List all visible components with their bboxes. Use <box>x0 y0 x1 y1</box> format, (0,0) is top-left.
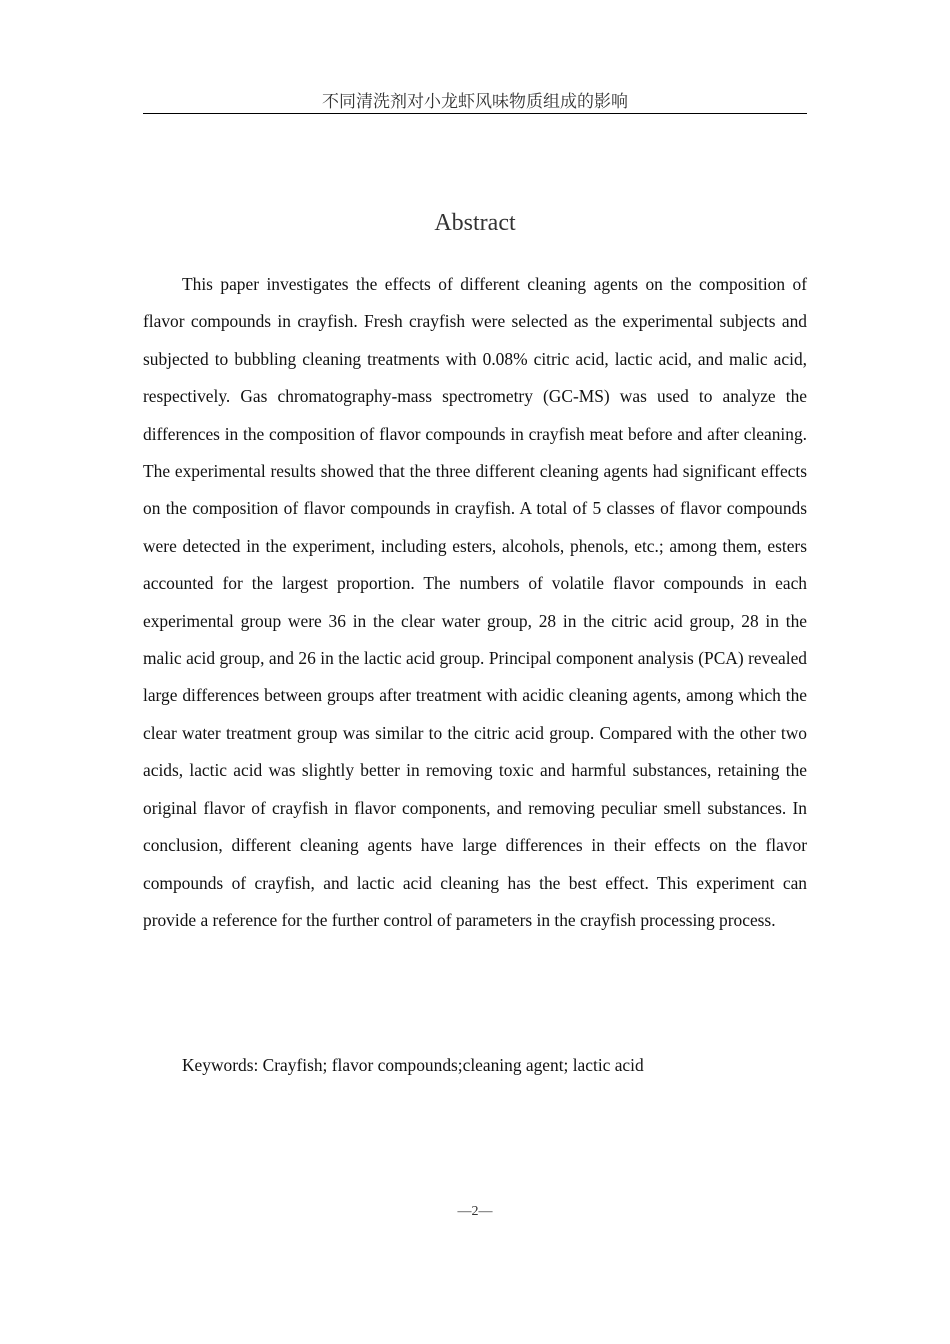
abstract-heading: Abstract <box>434 210 516 236</box>
running-header: 不同清洗剂对小龙虾风味物质组成的影响 <box>143 92 807 114</box>
abstract-body: This paper investigates the effects of different cleaning agents on the composition of flavor compounds in crayfish. Fresh crayfish were selected as the experimental subjects and subjected to bubbling cleaning treatments with 0.08% citric acid, lactic acid, and malic acid, respectively. Gas chromatography-mass spectrometry (GC-MS) was used to analyze the differences in the composition of flavor compounds in crayfish meat before and after cleaning. The experimental results showed that the three different cleaning agents had significant effects on the composition of flavor compounds in crayfish. A total of 5 classes of flavor compounds were detected in the experiment, including esters, alcohols, phenols, etc.; among them, esters accounted for the largest proportion. The numbers of volatile flavor compounds in each experimental group were 36 in the clear water group, 28 in the citric acid group, 28 in the malic acid group, and 26 in the lactic acid group. Principal component analysis (PCA) revealed large differences between groups after treatment with acidic cleaning agents, among which the clear water treatment group was similar to the citric acid group. Compared with the other two acids, lactic acid was slightly better in removing toxic and harmful substances, retaining the original flavor of crayfish in flavor components, and removing peculiar smell substances. In conclusion, different cleaning agents have large differences in their effects on the flavor compounds of crayfish, and lactic acid cleaning has the best effect. This experiment can provide a reference for the further control of parameters in the crayfish processing process. <box>143 274 807 930</box>
page-number: —2— <box>457 1204 493 1219</box>
keywords-line: Keywords: Crayfish; flavor compounds;cleaning agent; lactic acid <box>182 1055 644 1075</box>
